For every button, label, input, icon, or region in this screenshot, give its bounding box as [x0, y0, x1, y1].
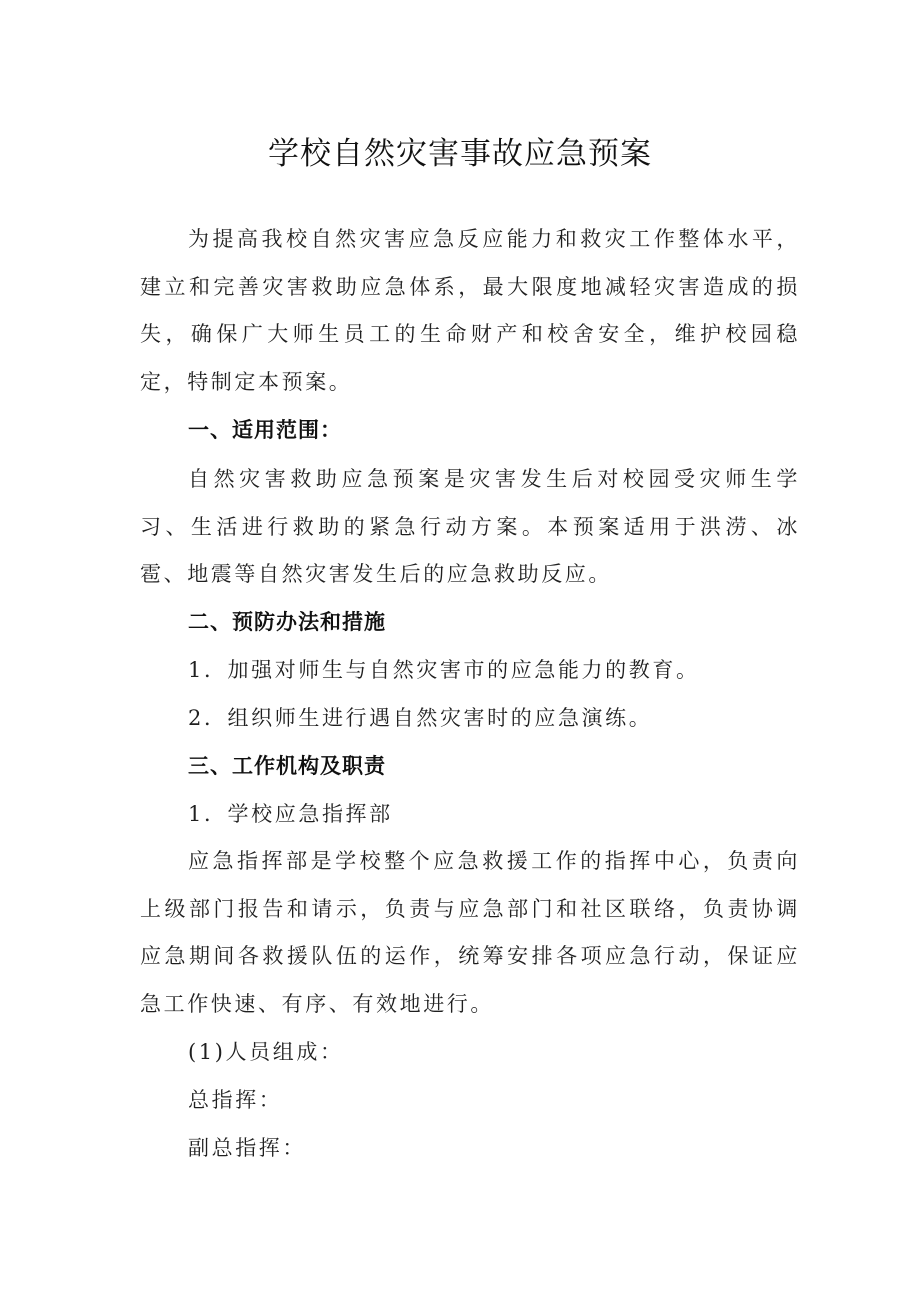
section-heading-scope: 一、适用范围：	[188, 418, 342, 442]
scope-paragraph: 自然灾害救助应急预案是灾害发生后对校园受灾师生学习、生活进行救助的紧急行动方案。本预案适用于洪涝、冰雹、地震等自然灾害发生后的应急救助反应。	[140, 467, 800, 586]
personnel-label: (1)人员组成：	[188, 1040, 344, 1064]
intro-paragraph: 为提高我校自然灾害应急反应能力和救灾工作整体水平，建立和完善灾害救助应急体系，最大限度地减轻灾害造成的损失，确保广大师生员工的生命财产和校舍安全，维护校园稳定，特制定本预案。	[140, 227, 800, 394]
document-title: 学校自然灾害事故应急预案	[268, 136, 652, 172]
section-heading-prevention: 二、预防办法和措施	[188, 610, 386, 634]
prevention-item-1: 1．加强对师生与自然灾害市的应急能力的教育。	[188, 658, 700, 682]
command-paragraph: 应急指挥部是学校整个应急救援工作的指挥中心，负责向上级部门报告和请示，负责与应急部门和社区联络，负责协调应急期间各救援队伍的运作，统筹安排各项应急行动，保证应急工作快速、有序、有效地进行。	[140, 849, 800, 1016]
deputy-commander-label: 副总指挥：	[188, 1136, 306, 1160]
section-heading-organization: 三、工作机构及职责	[188, 754, 386, 778]
commander-label: 总指挥：	[188, 1088, 283, 1112]
prevention-item-2: 2．组织师生进行遇自然灾害时的应急演练。	[188, 706, 653, 730]
organization-subheading: 1．学校应急指挥部	[188, 802, 393, 826]
